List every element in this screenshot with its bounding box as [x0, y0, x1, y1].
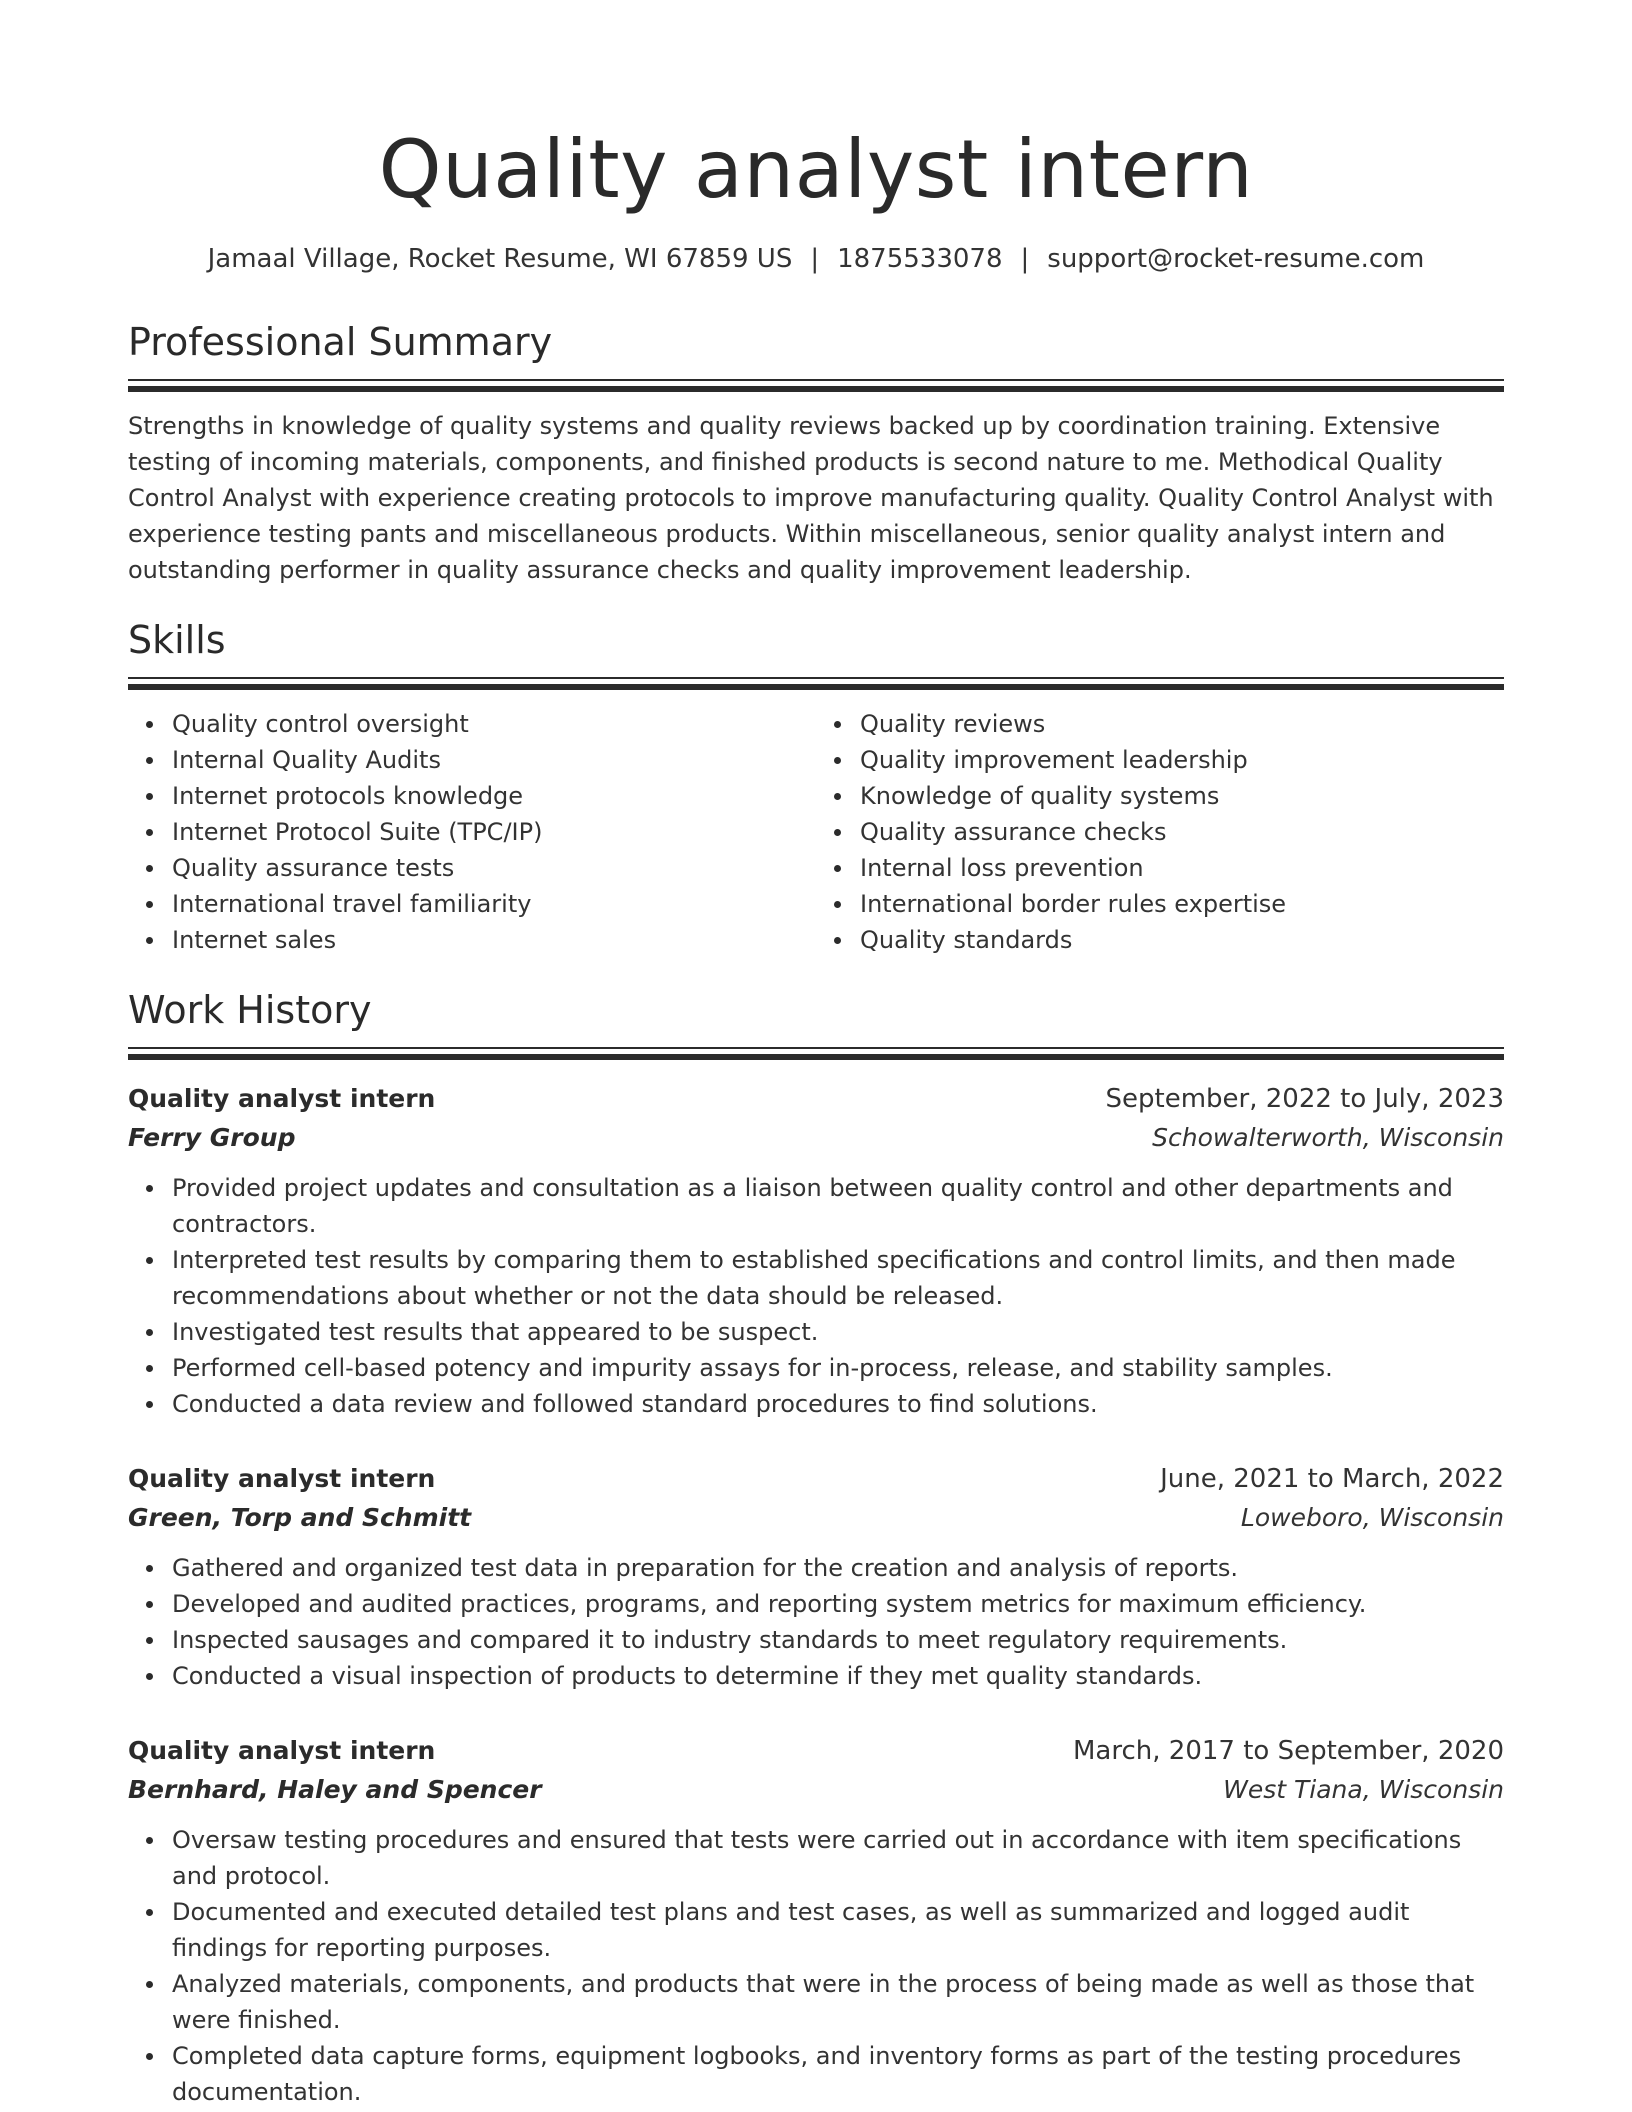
job-dates: March, 2017 to September, 2020: [1073, 1736, 1504, 1766]
skills-grid: [128, 706, 1504, 958]
job-duty: Developed and audited practices, programs, and reporting system metrics for maximum efficiency.: [172, 1586, 1504, 1622]
job-header-row: [128, 1080, 1504, 1118]
section-divider-thick: [128, 386, 1504, 392]
job-title: Quality analyst intern: [128, 1084, 436, 1113]
job-entry: [128, 1460, 1504, 1694]
section-heading-skills: Skills: [128, 618, 226, 662]
job-company-row: [128, 1118, 1504, 1158]
skill-item: Quality reviews: [860, 706, 1504, 742]
job-duties-list: [128, 1550, 1504, 1694]
skills-list-right: [816, 706, 1504, 958]
job-header-row: [128, 1732, 1504, 1770]
skills-column-left: [128, 706, 816, 958]
job-location: West Tiana, Wisconsin: [1223, 1775, 1504, 1804]
contact-phone: 1875533078: [837, 244, 1003, 274]
skill-item: International border rules expertise: [860, 886, 1504, 922]
professional-summary-section: [128, 318, 1504, 588]
job-duties-list: [128, 1822, 1504, 2110]
skill-item: Internet sales: [172, 922, 816, 958]
section-divider: [128, 379, 1504, 381]
section-divider-thick: [128, 1054, 1504, 1060]
job-company: Green, Torp and Schmitt: [128, 1503, 472, 1532]
contact-address: Jamaal Village, Rocket Resume, WI 67859 US: [207, 244, 793, 274]
job-dates: September, 2022 to July, 2023: [1105, 1084, 1504, 1114]
skill-item: Quality standards: [860, 922, 1504, 958]
skill-item: International travel familiarity: [172, 886, 816, 922]
skill-item: Internal loss prevention: [860, 850, 1504, 886]
skill-item: Quality assurance tests: [172, 850, 816, 886]
contact-email: support@rocket-resume.com: [1047, 244, 1425, 274]
job-duty: Analyzed materials, components, and products that were in the process of being made as well as those that were finished.: [172, 1966, 1504, 2038]
job-company-row: [128, 1770, 1504, 1810]
contact-separator: |: [810, 244, 820, 274]
job-company: Ferry Group: [128, 1123, 296, 1152]
job-company-row: [128, 1498, 1504, 1538]
job-duty: Oversaw testing procedures and ensured that tests were carried out in accordance with item specifications and protocol.: [172, 1822, 1504, 1894]
skill-item: Quality improvement leadership: [860, 742, 1504, 778]
job-duty: Interpreted test results by comparing them to established specifications and control limits, and then made recommendations about whether or not the data should be released.: [172, 1242, 1504, 1314]
job-header-row: [128, 1460, 1504, 1498]
section-heading-summary: Professional Summary: [128, 320, 553, 364]
job-duty: Gathered and organized test data in preparation for the creation and analysis of reports.: [172, 1550, 1504, 1586]
skills-section: [128, 616, 1504, 958]
work-history-section: [128, 986, 1504, 2110]
skills-column-right: [816, 706, 1504, 958]
job-duty: Conducted a data review and followed standard procedures to find solutions.: [172, 1386, 1504, 1422]
job-title: Quality analyst intern: [128, 1736, 436, 1765]
job-entry: [128, 1080, 1504, 1422]
job-duty: Investigated test results that appeared to be suspect.: [172, 1314, 1504, 1350]
skill-item: Knowledge of quality systems: [860, 778, 1504, 814]
skill-item: Internet Protocol Suite (TPC/IP): [172, 814, 816, 850]
job-title: Quality analyst intern: [128, 1464, 436, 1493]
skill-item: Internet protocols knowledge: [172, 778, 816, 814]
resume-title: Quality analyst intern: [378, 123, 1254, 216]
job-location: Schowalterworth, Wisconsin: [1152, 1123, 1504, 1152]
job-dates: June, 2021 to March, 2022: [1160, 1464, 1504, 1494]
job-duties-list: [128, 1170, 1504, 1422]
job-duty: Conducted a visual inspection of products to determine if they met quality standards.: [172, 1658, 1504, 1694]
contact-line: [128, 242, 1504, 276]
section-divider-thick: [128, 684, 1504, 690]
job-duty: Performed cell-based potency and impurity assays for in-process, release, and stability samples.: [172, 1350, 1504, 1386]
skills-list-left: [128, 706, 816, 958]
job-duty: Provided project updates and consultation as a liaison between quality control and other departments and contractors.: [172, 1170, 1504, 1242]
section-divider: [128, 677, 1504, 679]
job-duty: Documented and executed detailed test plans and test cases, as well as summarized and logged audit findings for reporting purposes.: [172, 1894, 1504, 1966]
section-heading-work-history: Work History: [128, 988, 372, 1032]
skill-item: Internal Quality Audits: [172, 742, 816, 778]
summary-paragraph: Strengths in knowledge of quality systems and quality reviews backed up by coordination training. Extensive testing of incoming materials, components, and finished products is second nature to me. Methodical Quality Control Analyst with experience creating protocols to improve manufacturing quality. Quality Control Analyst with experience testing pants and miscellaneous products. Within miscellaneous, senior quality analyst intern and outstanding performer in quality assurance checks and quality improvement leadership.: [128, 412, 1494, 584]
contact-separator: |: [1020, 244, 1030, 274]
job-company: Bernhard, Haley and Spencer: [128, 1775, 542, 1804]
section-divider: [128, 1047, 1504, 1049]
skill-item: Quality assurance checks: [860, 814, 1504, 850]
job-entry: [128, 1732, 1504, 2110]
job-duty: Completed data capture forms, equipment logbooks, and inventory forms as part of the testing procedures documentation.: [172, 2038, 1504, 2110]
skill-item: Quality control oversight: [172, 706, 816, 742]
job-location: Loweboro, Wisconsin: [1240, 1503, 1504, 1532]
job-duty: Inspected sausages and compared it to industry standards to meet regulatory requirements.: [172, 1622, 1504, 1658]
